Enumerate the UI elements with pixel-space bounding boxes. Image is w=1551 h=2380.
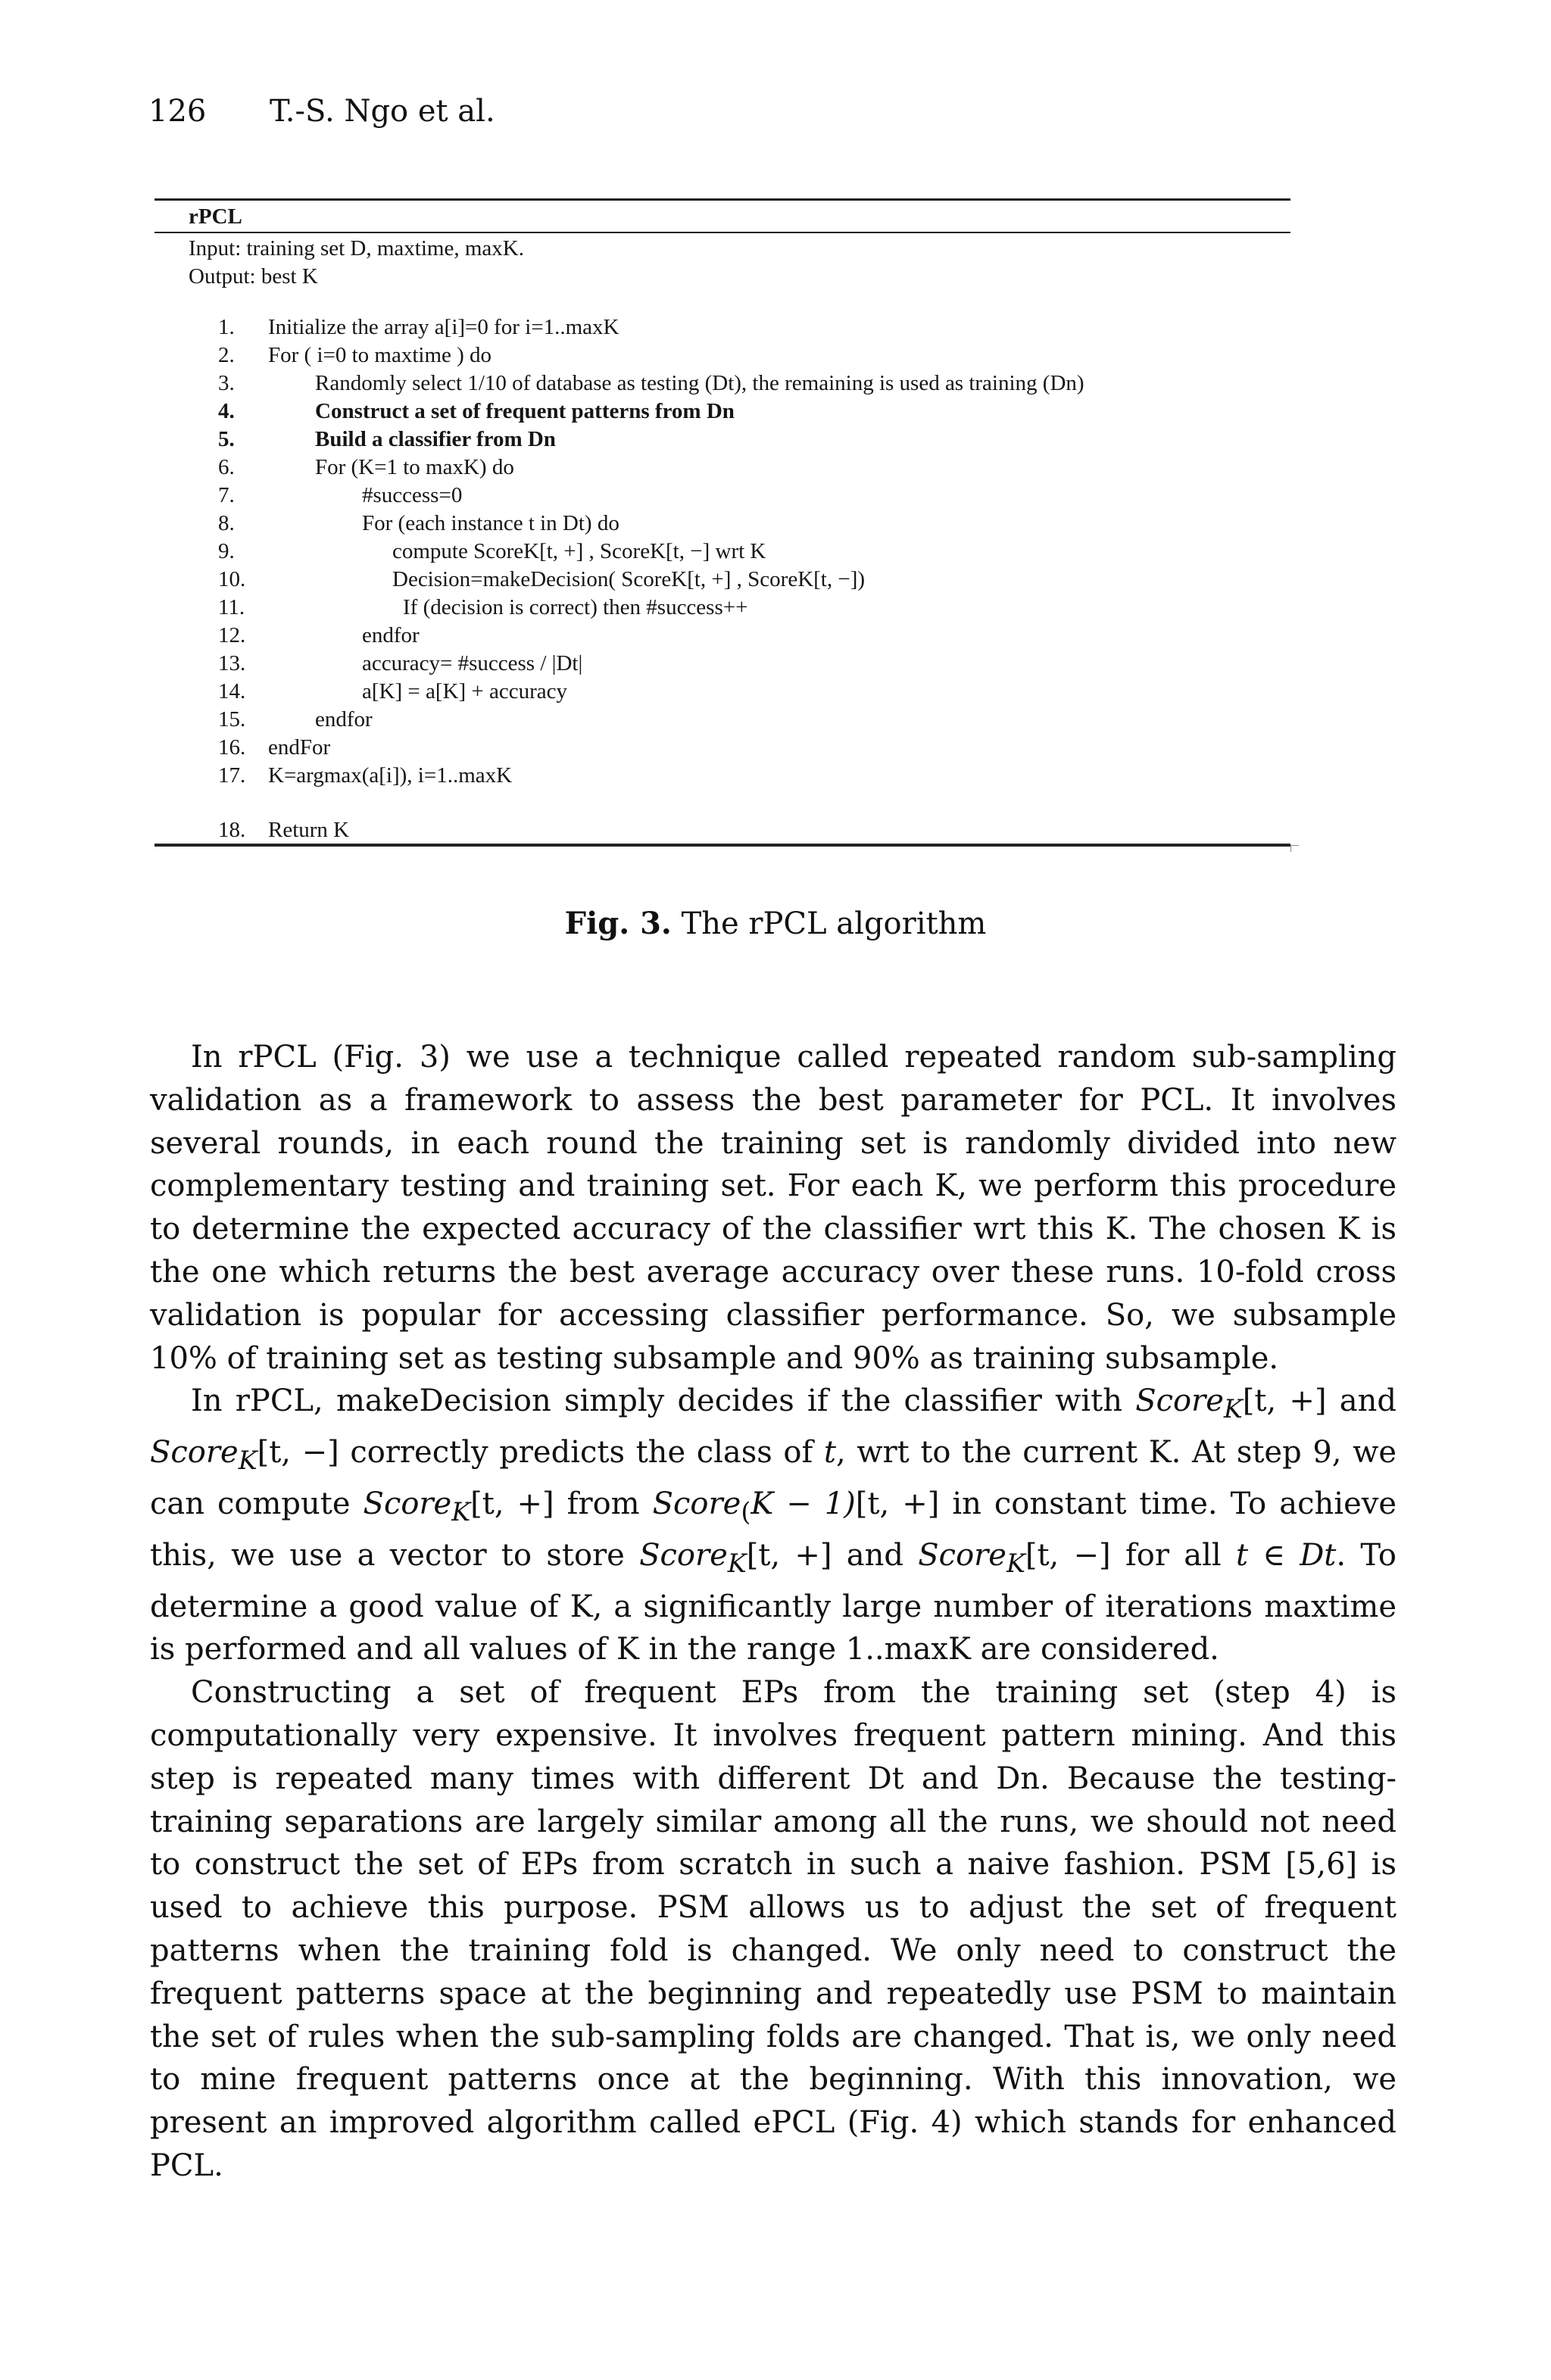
algorithm-line: 8. For (each instance t in Dt) do	[218, 511, 619, 535]
algorithm-line: 5. Build a classifier from Dn	[218, 427, 556, 451]
algorithm-line: 10. Decision=makeDecision( ScoreK[t, +] , ScoreK[t, −])	[218, 567, 866, 591]
running-authors: T.-S. Ngo et al.	[270, 94, 495, 129]
running-header	[148, 94, 495, 129]
algorithm-line: 2. For ( i=0 to maxtime ) do	[218, 343, 492, 367]
top-rule	[154, 198, 1290, 201]
algorithm-line: 12. endfor	[218, 623, 420, 647]
body-text	[150, 1036, 1397, 2188]
algorithm-line: 18. Return K	[218, 818, 350, 842]
algorithm-title: rPCL	[189, 204, 242, 229]
paragraph-1: In rPCL (Fig. 3) we use a technique called repeated random sub-sampling validation as a framework to assess the best parameter for PCL. It involves several rounds, in each round the training set is randomly divided into new complementary testing and training set. For each K, we perform this procedure to determine the expected accuracy of the classifier wrt this K. The chosen K is the one which returns the best average accuracy over these runs. 10-fold cross validation is popular for accessing classifier performance. So, we subsample 10% of training set as testing subsample and 90% as training subsample.	[150, 1040, 1397, 1376]
title-rule	[154, 232, 1290, 233]
figure-caption	[0, 906, 1551, 941]
algorithm-line: 1. Initialize the array a[i]=0 for i=1..maxK	[218, 315, 619, 339]
algorithm-line: 6. For (K=1 to maxK) do	[218, 455, 514, 479]
algorithm-line: 4. Construct a set of frequent patterns from Dn	[218, 399, 735, 423]
corner-mark	[1290, 845, 1299, 852]
algorithm-line: 13. accuracy= #success / |Dt|	[218, 651, 583, 675]
page-number: 126	[148, 94, 207, 129]
bottom-rule	[154, 844, 1290, 847]
algorithm-line: 11. If (decision is correct) then #success++	[218, 595, 748, 619]
algorithm-line: 3. Randomly select 1/10 of database as testing (Dt), the remaining is used as training (Dn)	[218, 371, 1084, 395]
algorithm-input: Input: training set D, maxtime, maxK.	[189, 236, 524, 260]
paragraph-3: Constructing a set of frequent EPs from the training set (step 4) is computationally very expensive. It involves frequent pattern mining. And this step is repeated many times with different Dt and Dn. Because the testing-training separations are largely similar among all the runs, we should not need to construct the set of EPs from scratch in such a naive fashion. PSM [5,6] is used to achieve this purpose. PSM allows us to adjust the set of frequent patterns when the training fold is changed. We only need to construct the frequent patterns space at the beginning and repeatedly use PSM to maintain the set of rules when the sub-sampling folds are changed. That is, we only need to mine frequent patterns once at the beginning. With this innovation, we present an improved algorithm called ePCL (Fig. 4) which stands for enhanced PCL.	[150, 1675, 1397, 2183]
algorithm-line: 15. endfor	[218, 707, 373, 731]
caption-text: The rPCL algorithm	[681, 906, 987, 941]
algorithm-line: 16. endFor	[218, 735, 331, 760]
algorithm-output: Output: best K	[189, 264, 318, 289]
caption-label: Fig. 3.	[564, 906, 672, 941]
algorithm-line: 17. K=argmax(a[i]), i=1..maxK	[218, 763, 513, 788]
algorithm-line: 9. compute ScoreK[t, +] , ScoreK[t, −] wrt K	[218, 539, 766, 563]
algorithm-line: 7. #success=0	[218, 483, 463, 507]
paragraph-2: In rPCL, makeDecision simply decides if the classifier with Score$_K$[t, +] and Score$_K$[t, −] correctly predicts the class of t, wrt to the current K. At step 9, we can compute Score$_K$[t, +] from Score$_($K − 1)[t, +] in constant time. To achieve this, we use a vector to store Score$_K$[t, +] and Score$_K$[t, −] for all t ∈ Dt. To determine a good value of K, a significantly large number of iterations maxtime is performed and all values of K in the range 1..maxK are considered.	[150, 1383, 1397, 1667]
algorithm-line: 14. a[K] = a[K] + accuracy	[218, 679, 567, 703]
